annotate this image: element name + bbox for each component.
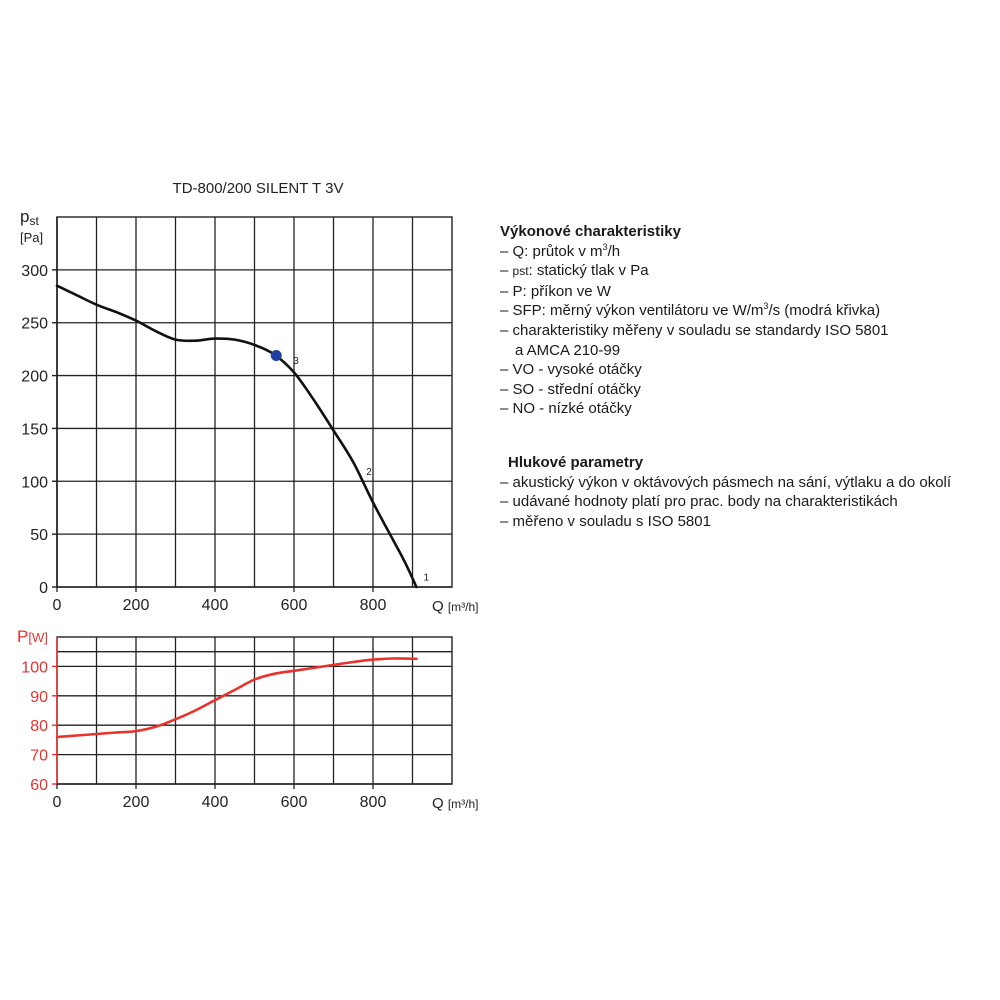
point-annotation-2: 2 <box>366 466 372 478</box>
power-y-axis-label: P[W] <box>17 627 48 646</box>
legend-panel <box>500 222 995 531</box>
pressure-y-tick-label: 300 <box>21 262 48 280</box>
legend-item: – NO - nízké otáčky <box>500 400 632 418</box>
power-x-tick-label: 600 <box>280 794 308 811</box>
power-x-tick-label: 400 <box>201 794 229 811</box>
power-chart <box>17 627 479 812</box>
legend-item: – VO - vysoké otáčky <box>500 361 642 379</box>
pressure-y-unit-label: [Pa] <box>20 230 44 245</box>
pressure-y-tick-label: 150 <box>21 421 48 439</box>
legend-item: – charakteristiky měřeny v souladu se standardy ISO 5801 <box>500 321 889 339</box>
power-x-axis-label: Q [m³/h] <box>432 795 479 812</box>
pressure-y-tick-label: 0 <box>39 580 48 597</box>
legend-heading: Výkonové charakteristiky <box>500 223 681 240</box>
power-y-tick-label: 70 <box>30 747 48 765</box>
chart-title: TD-800/200 SILENT T 3V <box>172 180 344 197</box>
legend-item: – Q: průtok v $m^3/h$ <box>500 241 621 260</box>
noise-items <box>500 473 995 532</box>
pressure-y-tick-label: 100 <box>21 474 48 492</box>
pressure-y-tick-label: 250 <box>21 315 48 333</box>
operating-point-marker <box>271 350 282 361</box>
power-x-tick-label: 800 <box>359 794 387 811</box>
point-annotation-3: 3 <box>293 355 299 367</box>
power-x-tick-label: 0 <box>52 794 62 811</box>
power-y-tick-label: 100 <box>21 659 48 677</box>
noise-item: – udávané hodnoty platí pro prac. body na charakteristikách <box>500 493 898 511</box>
pressure-x-tick-label: 400 <box>201 597 229 614</box>
noise-heading: Hlukové parametry <box>508 453 644 471</box>
noise-item: – měřeno v souladu s ISO 5801 <box>500 512 711 530</box>
noise-item: – akustický výkon v oktávových pásmech na sání, výtlaku a do okolí <box>500 473 952 491</box>
power-x-tick-label: 200 <box>122 794 150 811</box>
pressure-chart <box>20 207 479 615</box>
pressure-x-tick-label: 200 <box>122 597 150 614</box>
pressure-y-tick-label: 200 <box>21 368 48 386</box>
point-annotation-1: 1 <box>423 572 430 584</box>
power-y-tick-label: 80 <box>30 718 48 736</box>
legend-item: – pst: statický tlak v Pa <box>500 262 649 280</box>
pressure-x-tick-label: 800 <box>359 597 387 614</box>
pressure-y-tick-label: 50 <box>30 527 48 545</box>
pressure-y-axis-label: pst <box>20 207 39 228</box>
power-y-tick-label: 90 <box>30 688 48 706</box>
legend-item: – SFP: měrný výkon ventilátoru ve $W/m^3/s$ (modrá křivka) <box>500 301 881 320</box>
legend-item: a AMCA 210-99 <box>515 341 621 359</box>
legend-item: – SO - střední otáčky <box>500 380 641 398</box>
legend-item: – P: příkon ve W <box>500 282 611 300</box>
legend-items <box>500 242 995 419</box>
pressure-x-tick-label: 0 <box>52 597 62 614</box>
pressure-curve <box>57 286 416 587</box>
pressure-x-tick-label: 600 <box>280 597 308 614</box>
power-y-tick-label: 60 <box>30 777 48 794</box>
pressure-x-axis-label: Q [m³/h] <box>432 598 479 615</box>
